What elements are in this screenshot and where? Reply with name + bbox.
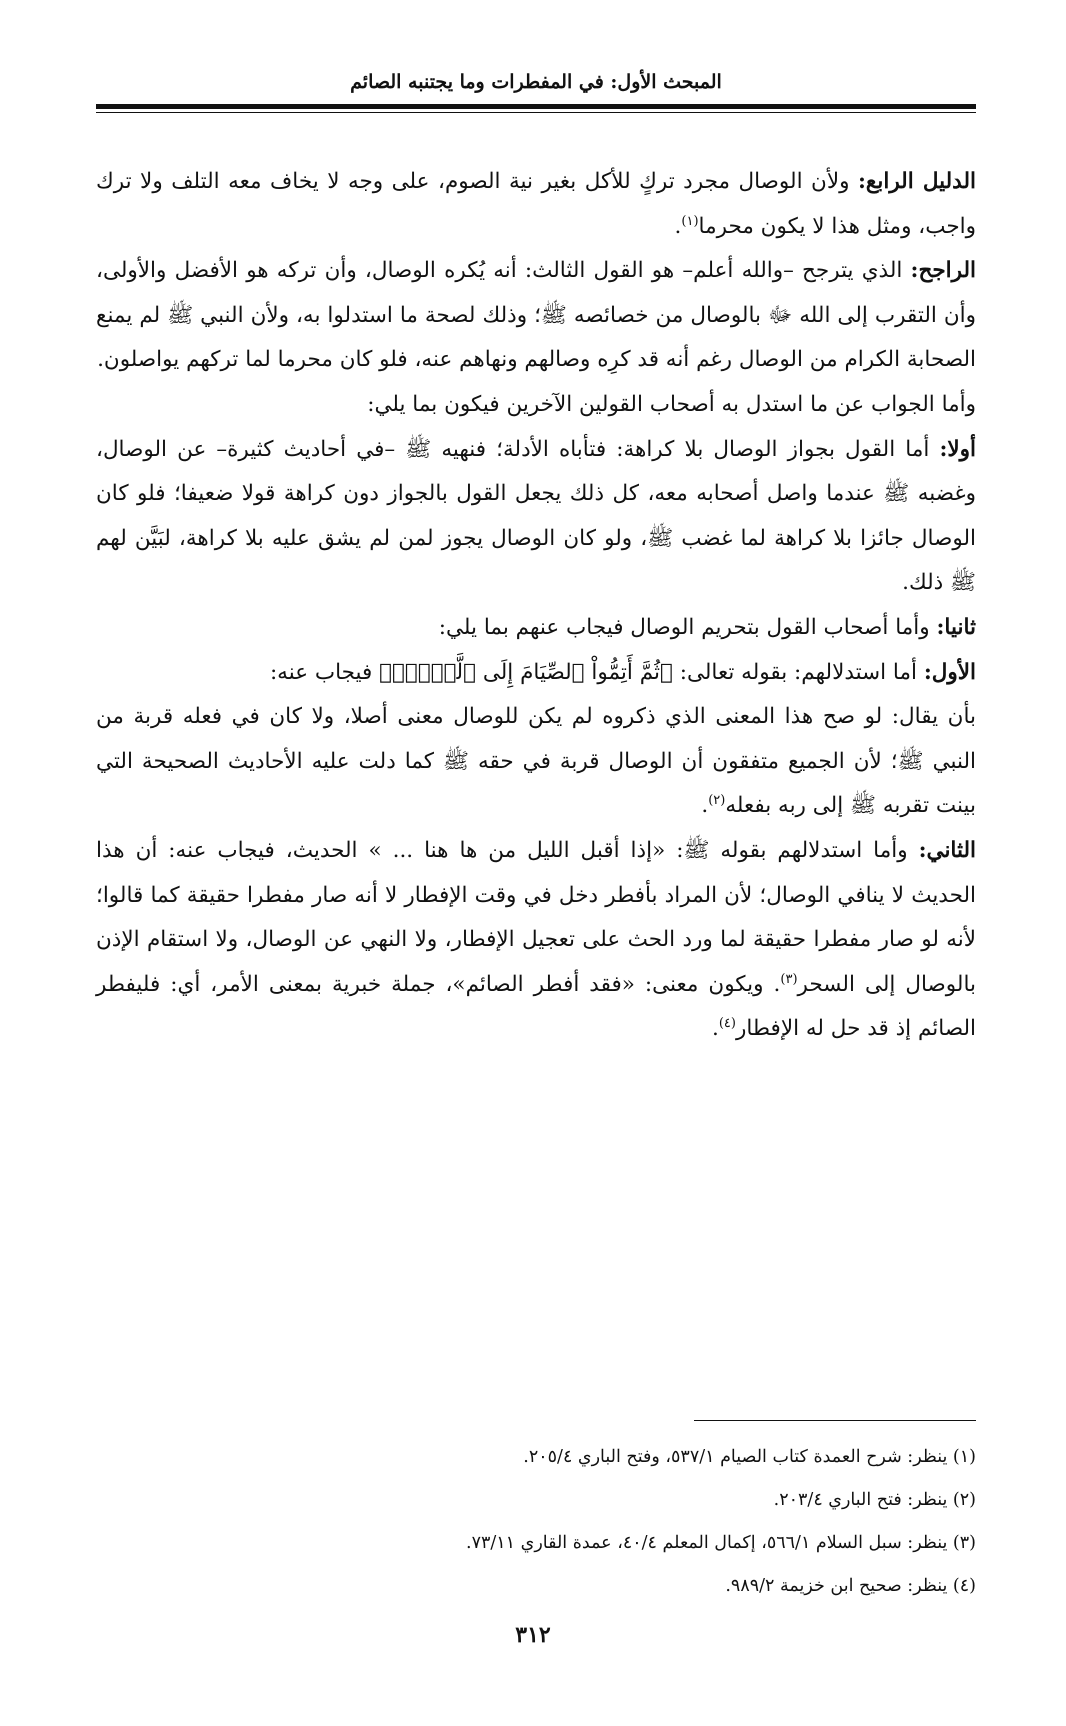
paragraph-second-argument [96, 829, 976, 1052]
paragraph-fourth-evidence [96, 160, 976, 249]
footnote-ref: (١) [681, 213, 699, 229]
paragraph-lead: الأول: [923, 659, 976, 685]
header-rule-thick [96, 104, 976, 109]
page-number: ٣١٢ [515, 1622, 551, 1648]
running-header: المبحث الأول: في المفطرات وما يجتنبه الصائم [350, 71, 722, 93]
paragraph-text: وأما أصحاب القول بتحريم الوصال فيجاب عنهم بما يلي: [438, 614, 937, 640]
paragraph-answer-intro [96, 383, 976, 428]
paragraph-first-argument [96, 651, 976, 696]
paragraph-end: . [701, 793, 709, 819]
paragraph-text: ولأن الوصال مجرد تركٍ للأكل بغير نية الصوم، على وجه لا يخاف معه التلف ولا ترك واجب، ومثل هذا لا يكون محرما [96, 169, 976, 239]
footnote-ref: (٤) [718, 1016, 736, 1032]
paragraph-text: وأما الجواب عن ما استدل به أصحاب القولين الآخرين فيكون بما يلي: [367, 391, 976, 417]
footnotes [96, 1436, 976, 1608]
footnote-ref: (٣) [780, 971, 798, 987]
paragraph-reply [96, 695, 976, 829]
paragraph-text: الذي يترجح –والله أعلم– هو القول الثالث: أنه يُكره الوصال، وأن تركه هو الأفضل والأولى، وأن التقرب إلى الله ﷻ بالوصال من خصائصه ﷺ؛ وذلك لصحة ما استدلوا به، ولأن النبي ﷺ لم يمنع الصحابة الكرام من الوصال رغم أنه قد كرِه وصالهم ونهاهم عنه، فلو كان محرما لما تركهم يواصلون. [96, 258, 976, 373]
paragraph-lead: الراجح: [910, 258, 976, 284]
paragraph-lead: أولا: [939, 436, 976, 462]
paragraph-text: بأن يقال: لو صح هذا المعنى الذي ذكروه لم يكن للوصال معنى أصلا، ولا كان في فعله قربة من النبي ﷺ؛ لأن الجميع متفقون أن الوصال قربة في حقه ﷺ كما دلت عليه الأحاديث الصحيحة التي بينت تقربه ﷺ إلى ربه بفعله [96, 704, 976, 819]
footnote-4: (٤) ينظر: صحيح ابن خزيمة ٩٨٩/٢. [725, 1576, 976, 1596]
header-rule-thin [96, 112, 976, 113]
paragraph-text: . ويكون معنى: «فقد أفطر الصائم»، جملة خبرية بمعنى الأمر، أي: فليفطر الصائم إذ قد حل له الإفطار [96, 971, 976, 1042]
main-text [96, 160, 976, 1052]
paragraph-first [96, 428, 976, 606]
paragraph-end: . [674, 213, 682, 239]
paragraph-lead: الدليل الرابع: [857, 169, 976, 194]
paragraph-lead: الثاني: [918, 837, 976, 863]
paragraph-lead: ثانيا: [936, 614, 976, 640]
paragraph-text: وأما استدلالهم بقوله ﷺ: «إذا أقبل الليل من ها هنا ... » الحديث، فيجاب عنه: أن هذا الحديث لا ينافي الوصال؛ لأن المراد بأفطر دخل في وقت الإفطار لا أنه صار مفطرا حقيقة كما قالوا؛ لأنه لو صار مفطرا حقيقة لما ورد الحث على تعجيل الإفطار، ولا النهي عن الوصال، ولا استقام الإذن بالوصال إلى السحر [96, 837, 976, 997]
paragraph-second [96, 606, 976, 651]
paragraph-preferred-opinion [96, 249, 976, 383]
footnote-ref: (٢) [708, 793, 726, 809]
footnote-2: (٢) ينظر: فتح الباري ٢٠٣/٤. [773, 1490, 976, 1510]
paragraph-text: أما القول بجواز الوصال بلا كراهة: فتأباه الأدلة؛ فنهيه ﷺ –في أحاديث كثيرة– عن الوصال، وغضبه ﷺ عندما واصل أصحابه معه، كل ذلك يجعل القول بالجواز دون كراهة قولا ضعيفا؛ فلو كان الوصال جائزا بلا كراهة لما غضب ﷺ، ولو كان الوصال يجوز لمن لم يشق عليه بلا كراهة، لبَيَّن لهم ﷺ ذلك. [96, 436, 976, 596]
footnote-1: (١) ينظر: شرح العمدة كتاب الصيام ٥٣٧/١، وفتح الباري ٢٠٥/٤. [523, 1447, 976, 1467]
footnote-separator [694, 1420, 976, 1421]
paragraph-text: أما استدلالهم: بقوله تعالى: ﴿ثُمَّ أَتِمُّواْ ٱلصِّيَامَ إِلَى ٱلَّيۡلِۚ﴾ فيجاب عنه: [269, 659, 924, 685]
paragraph-end: . [711, 1016, 719, 1042]
footnote-3: (٣) ينظر: سبل السلام ٥٦٦/١، إكمال المعلم ٤٠/٤، عمدة القاري ٧٣/١١. [465, 1533, 976, 1553]
